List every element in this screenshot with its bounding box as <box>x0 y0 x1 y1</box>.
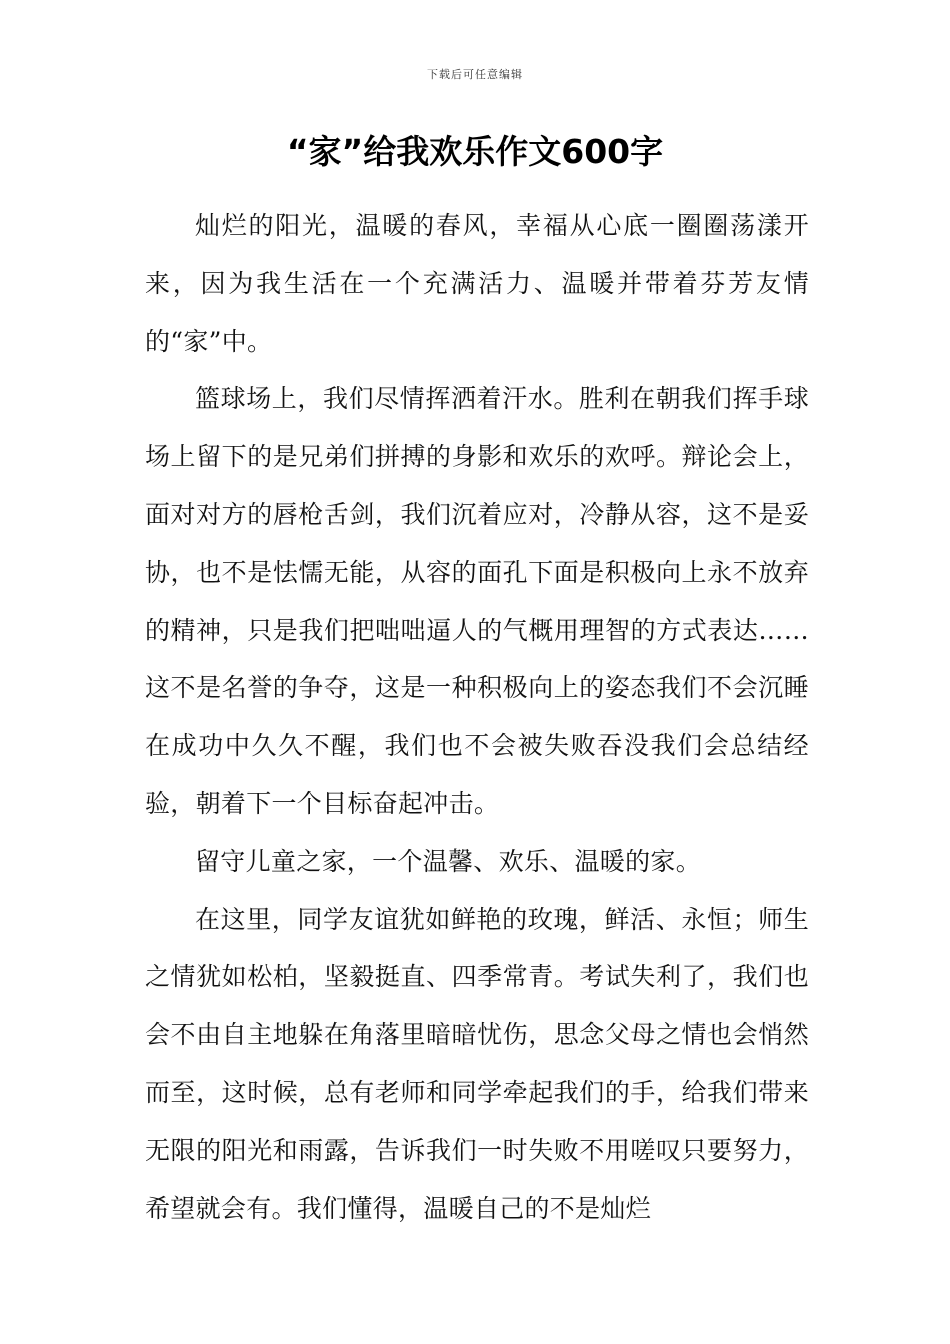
paragraph-3: 留守儿童之家，一个温馨、欢乐、温暖的家。 <box>195 846 702 876</box>
paragraph-1: 灿烂的阳光，温暖的春风，幸福从心底一圈圈荡漾开来，因为我生活在一个充满活力、温暖并带着芬芳友情的“家”中。 <box>145 211 809 356</box>
header-note: 下载后可任意编辑 <box>427 68 523 81</box>
document-title: “家”给我欢乐作文600字 <box>286 132 664 171</box>
document-body <box>145 197 809 1237</box>
paragraph-4: 在这里，同学友谊犹如鲜艳的玫瑰，鲜活、永恒；师生之情犹如松柏，坚毅挺直、四季常青。考试失利了，我们也会不由自主地躲在角落里暗暗忧伤，思念父母之情也会悄然而至，这时候，总有老师和同学牵起我们的手，给我们带来无限的阳光和雨露，告诉我们一时失败不用嗟叹只要努力，希望就会有。我们懂得，温暖自己的不是灿烂 <box>145 904 809 1223</box>
paragraph-2: 篮球场上，我们尽情挥洒着汗水。胜利在朝我们挥手球场上留下的是兄弟们拼搏的身影和欢乐的欢呼。辩论会上，面对对方的唇枪舌剑，我们沉着应对，冷静从容，这不是妥协，也不是怯懦无能，从容的面孔下面是积极向上永不放弃的精神，只是我们把咄咄逼人的气概用理智的方式表达……这不是名誉的争夺，这是一种积极向上的姿态我们不会沉睡在成功中久久不醒，我们也不会被失败吞没我们会总结经验，朝着下一个目标奋起冲击。 <box>145 384 809 818</box>
